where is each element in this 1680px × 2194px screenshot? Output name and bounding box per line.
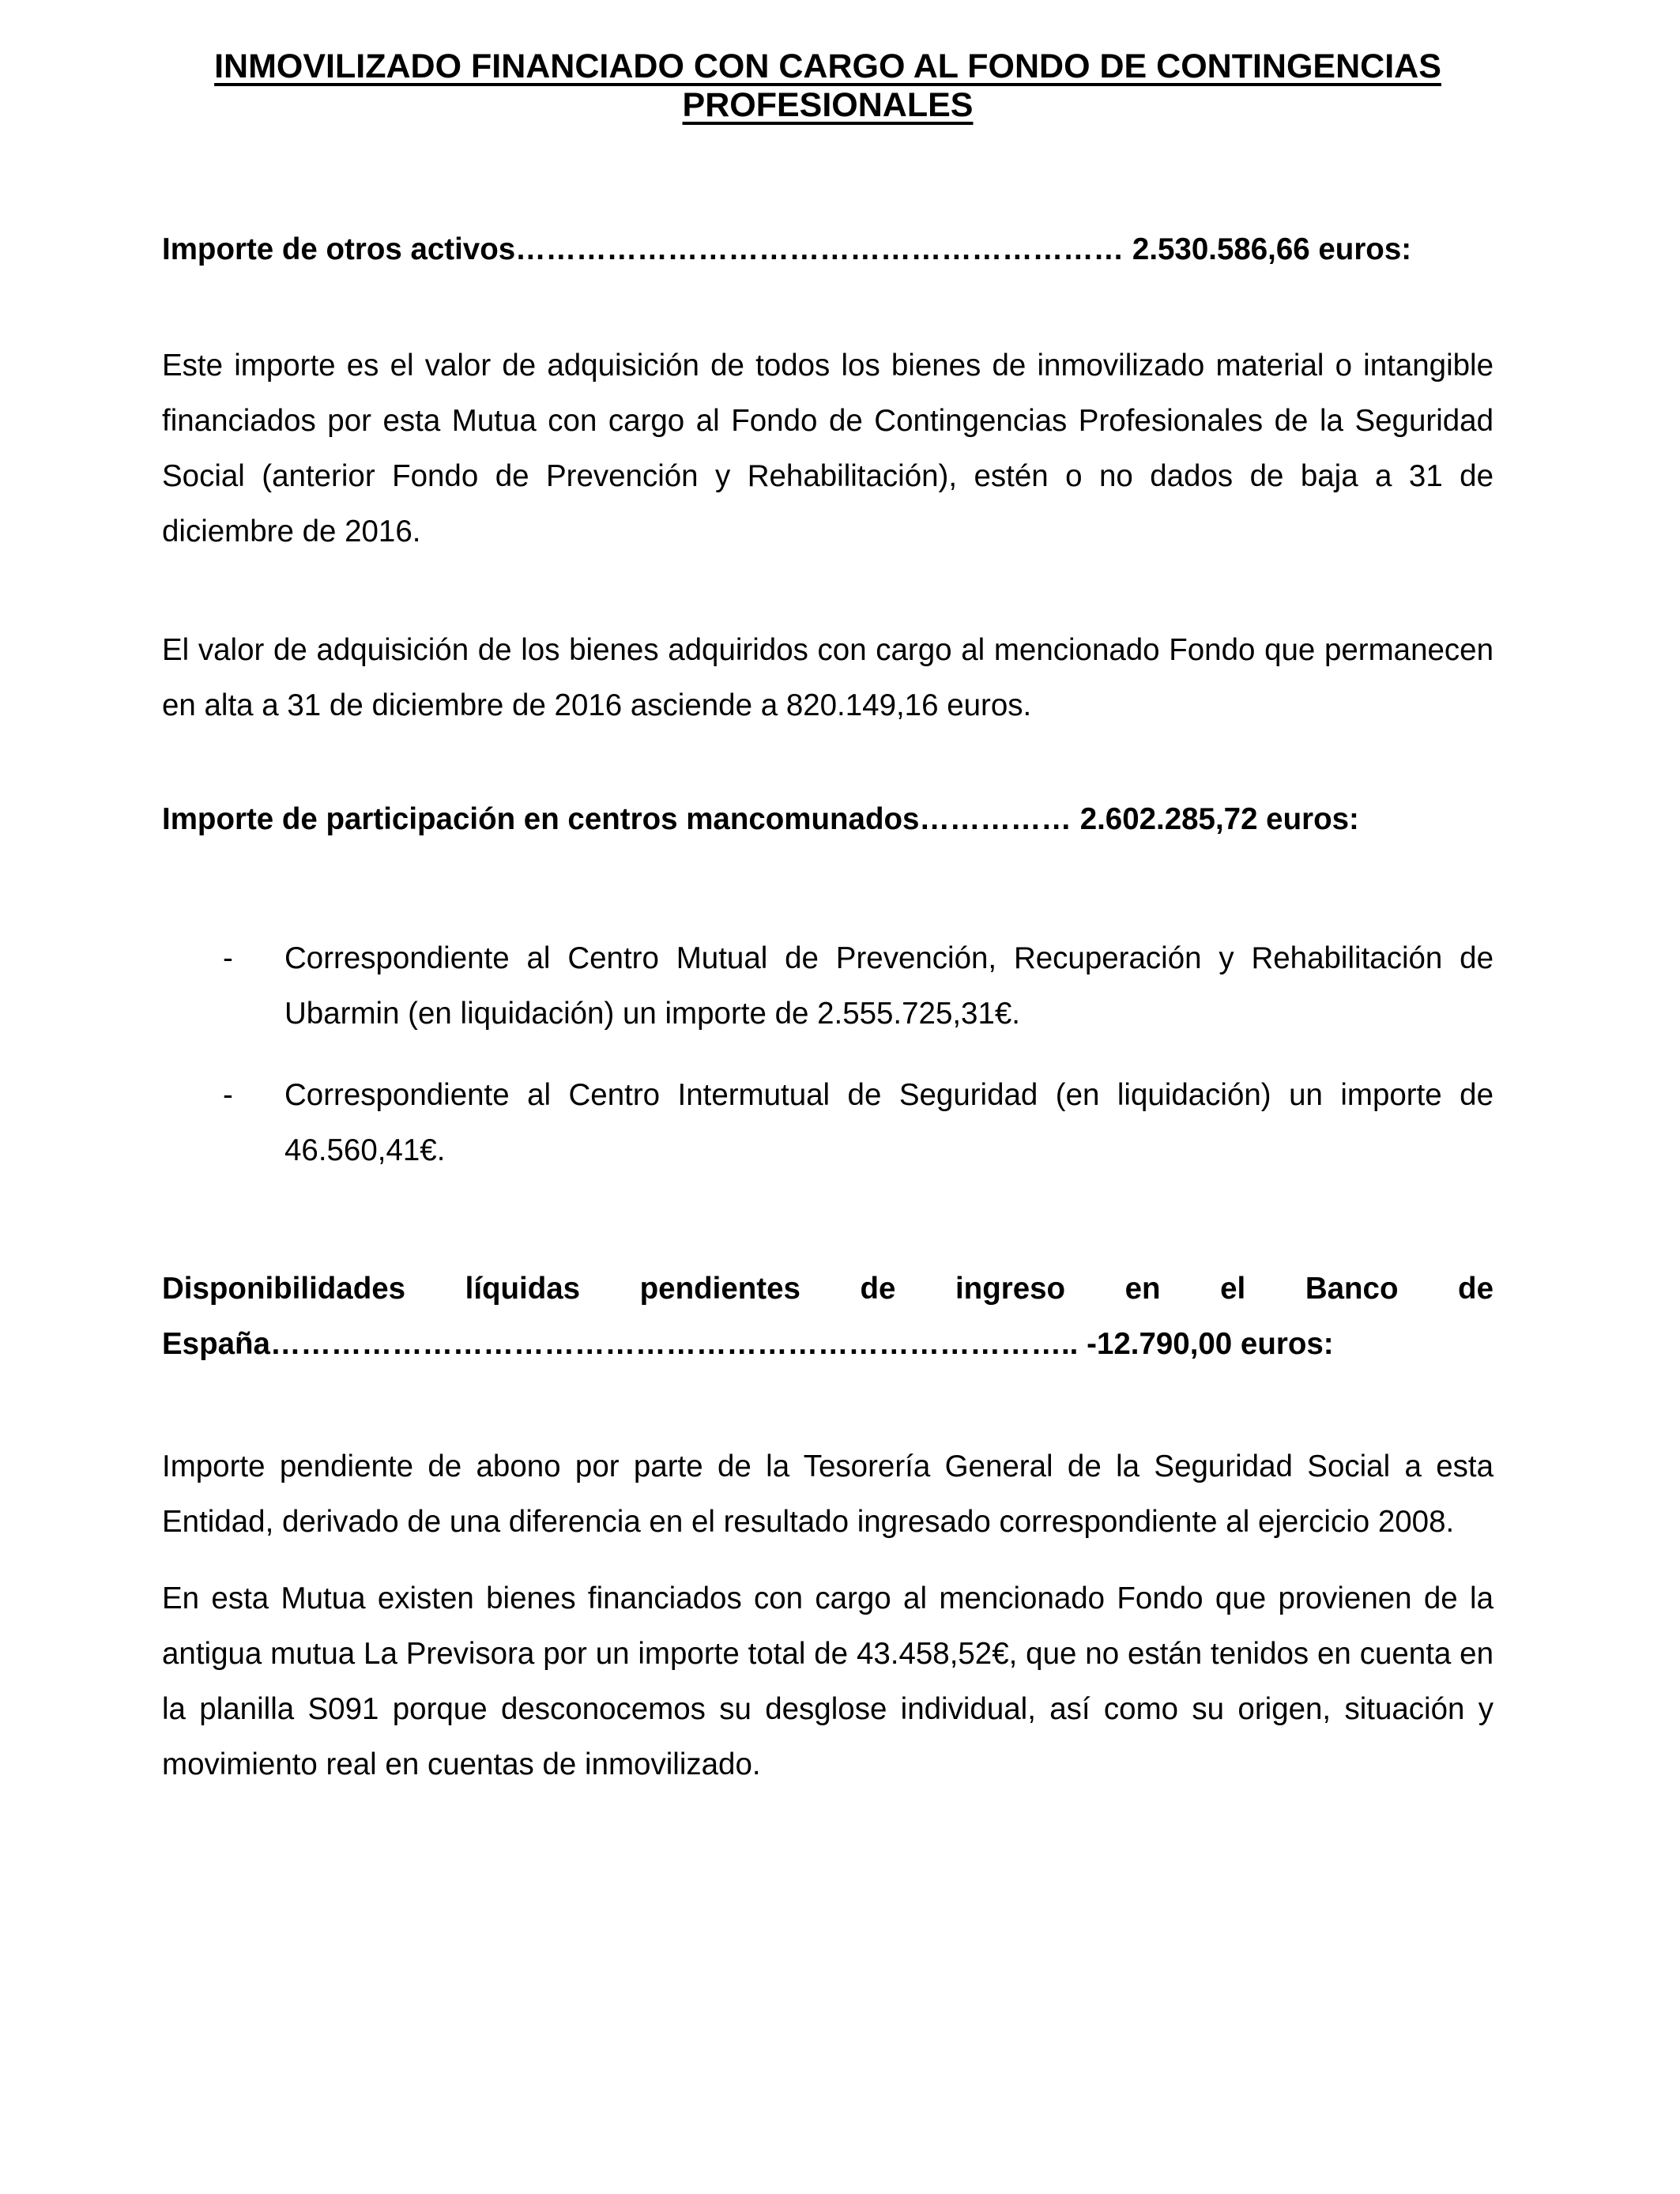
bullet-item-centro-mutual-ubarmin	[162, 931, 1494, 1042]
document-title: INMOVILIZADO FINANCIADO CON CARGO AL FONDO DE CONTINGENCIAS PROFESIONALES	[214, 47, 1441, 124]
banco-espana-amount-line	[162, 1317, 1494, 1372]
paragraph-el-valor: El valor de adquisición de los bienes adquiridos con cargo al mencionado Fondo que permanecen en alta a 31 de diciembre de 2016 asciende a 820.149,16 euros.	[162, 633, 1494, 722]
amount-label-banco-espana: España	[162, 1327, 270, 1361]
bullet-marker: -	[223, 941, 233, 975]
bullet-marker: -	[223, 1078, 233, 1112]
amount-value-centros-mancomunados: 2.602.285,72 euros:	[1079, 802, 1359, 836]
dot-leader: ……………	[919, 802, 1072, 836]
amount-line-otros-activos	[162, 222, 1494, 277]
bullet-item-centro-intermutual	[162, 1068, 1494, 1178]
bullet-text-centro-intermutual: Correspondiente al Centro Intermutual de Seguridad (en liquidación) un importe de 46.560,41€.	[284, 1078, 1494, 1167]
amount-label-centros-mancomunados: Importe de participación en centros mancomunados	[162, 802, 920, 836]
amount-line-banco-espana	[162, 1261, 1494, 1372]
amount-value-otros-activos: 2.530.586,66 euros:	[1132, 232, 1412, 266]
amount-line-centros-mancomunados	[162, 792, 1494, 847]
dot-leader: ……………………………………………………	[515, 232, 1124, 266]
dot-leader: ……………………………………………………………………..	[269, 1327, 1079, 1361]
bullet-text-centro-mutual-ubarmin: Correspondiente al Centro Mutual de Prevención, Recuperación y Rehabilitación de Ubarmin (en liquidación) un importe de 2.555.725,31€.	[284, 941, 1494, 1031]
banco-espana-intro-line: Disponibilidades líquidas pendientes de ingreso en el Banco de	[162, 1272, 1494, 1306]
paragraph-importe-pendiente: Importe pendiente de abono por parte de la Tesorería General de la Seguridad Social a esta Entidad, derivado de una diferencia en el resultado ingresado correspondiente al ejercicio 2008.	[162, 1449, 1494, 1539]
amount-label-otros-activos: Importe de otros activos	[162, 232, 516, 266]
amount-value-banco-espana: -12.790,00 euros:	[1087, 1327, 1334, 1361]
paragraph-este-importe: Este importe es el valor de adquisición de todos los bienes de inmovilizado material o intangible financiados por esta Mutua con cargo al Fondo de Contingencias Profesionales de la Seguridad Social (anterior Fondo de Prevención y Rehabilitación), estén o no dados de baja a 31 de diciembre de 2016.	[162, 349, 1494, 548]
paragraph-en-esta-mutua: En esta Mutua existen bienes financiados con cargo al mencionado Fondo que provienen de la antigua mutua La Previsora por un importe total de 43.458,52€, que no están tenidos en cuenta en la planilla S091 porque desconocemos su desglose individual, así como su origen, situación y movimiento real en cuentas de inmovilizado.	[162, 1581, 1494, 1781]
